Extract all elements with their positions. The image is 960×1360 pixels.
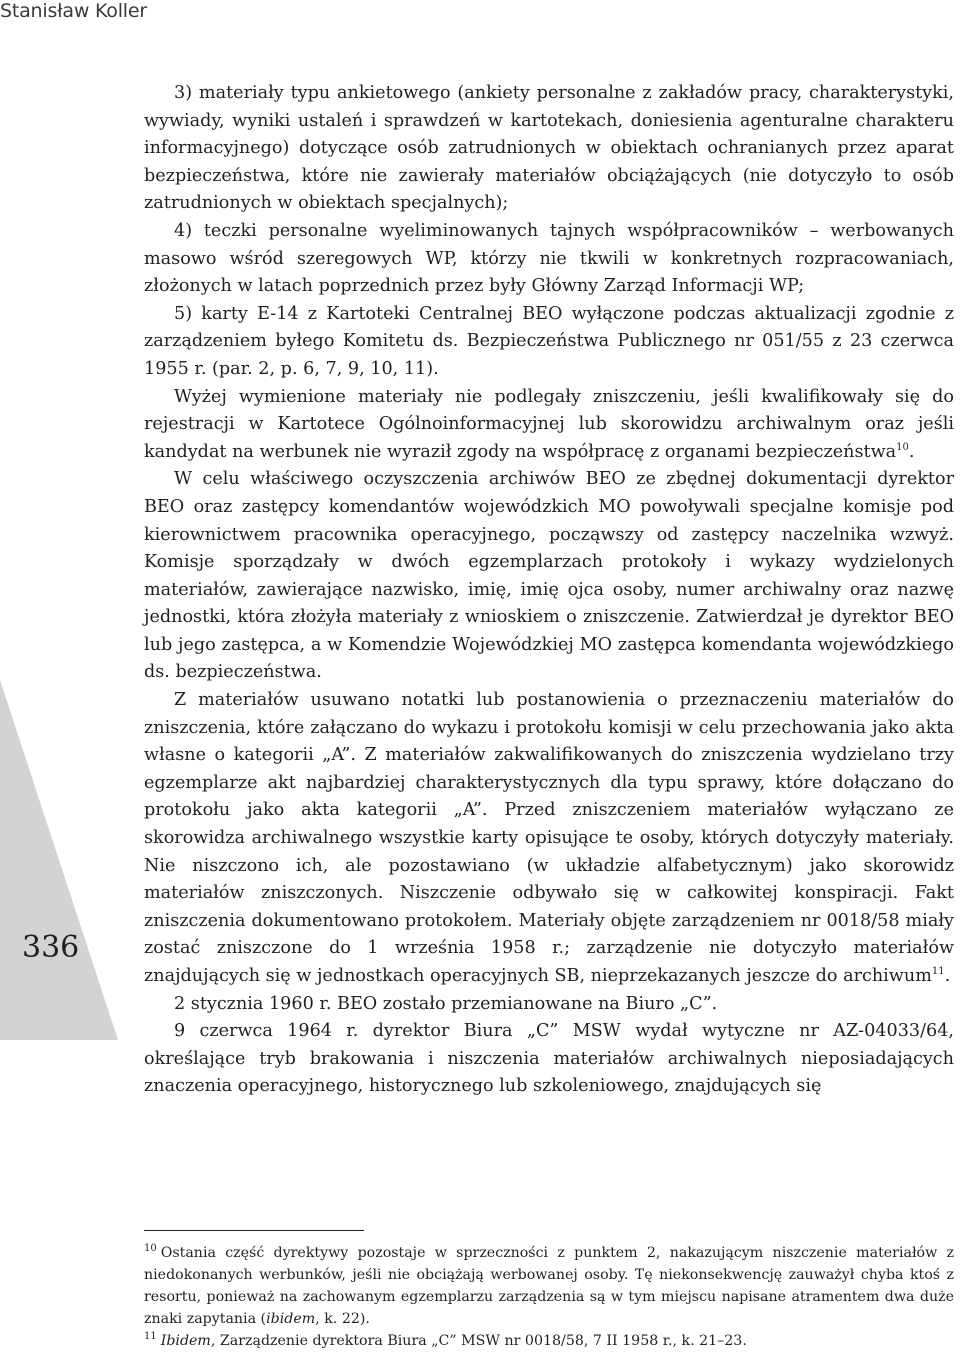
footnote-ref[interactable]: 11: [931, 966, 945, 978]
paragraph: 2 stycznia 1960 r. BEO zostało przemianowane na Biuro „C”.: [174, 993, 718, 1014]
footnote-tail: , k. 22).: [315, 1311, 370, 1327]
paragraph: 9 czerwca 1964 r. dyrektor Biura „C” MSW wydał wytyczne nr AZ-04033/64, określające tryb brakowania i niszczenia materiałów archiwalnych nieposiadających znaczenia operacyjnego, historycznego lub szkoleniowego, znajdujących się: [144, 1021, 954, 1097]
footnote: [144, 1242, 954, 1330]
paragraph-text: Z materiałów usuwano notatki lub postanowienia o przeznaczeniu materiałów do zniszczenia, które załączano do wykazu i protokołu komisji w celu przechowania jako akta własne o kategorii „A”. Z materiałów zakwalifikowanych do zniszczenia wydzielano trzy egzemplarze akt najbardziej charakterystycznych dla typu sprawy, które dołączano do protokołu jako akta kategorii „A”. Przed zniszczeniem materiałów wyłączano ze skorowidza archiwalnego wszystkie karty opisujące te osoby, których dotyczyły materiały. Nie niszczono ich, ale pozostawiano (w układzie alfabetycznym) jako skorowidz materiałów zniszczonych. Niszczenie odbywało się w całkowitej konspiracji. Fakt zniszczenia dokumentowano protokołem. Materiały objęte zarządzeniem nr 0018/58 miały zostać zniszczone do 1 września 1958 r.; zarządzenie nie dotyczyło materiałów znajdujących się w jednostkach operacyjnych SB, nieprzekazanych jeszcze do archiwum: [144, 690, 954, 986]
footnote-text: Ostania część dyrektywy pozostaje w sprzeczności z punktem 2, nakazującym niszczenie materiałów z niedokonanych werbunków, jeśli nie obciążają werbowanej osoby. Tę niekonsekwencję zauważył chyba ktoś z resortu, ponieważ na zachowanym egzemplarzu zarządzenia są w tym miejscu napisane atramentem dwa duże znaki zapytania (: [144, 1245, 954, 1327]
page-number-tab: [0, 680, 118, 1040]
paragraph: W celu właściwego oczyszczenia archiwów BEO ze zbędnej dokumentacji dyrektor BEO oraz zastępcy komendantów wojewódzkich MO powoływali specjalne komisje pod kierownictwem pracownika operacyjnego, począwszy od zastępcy naczelnika wzwyż. Komisje sporządzały w dwóch egzemplarzach protokoły i wykazy wydzielonych materiałów, zawierające nazwisko, imię, imię ojca osoby, numer archiwalny oraz nazwę jednostki, która złożyła materiały z wnioskiem o zniszczenie. Zatwierdzał je dyrektor BEO lub jego zastępca, a w Komendzie Wojewódzkiej MO zastępca komendanta wojewódzkiego ds. bezpieczeństwa.: [144, 469, 954, 683]
footnote-italic: Ibidem: [160, 1333, 211, 1349]
list-item-5: 5) karty E-14 z Kartoteki Centralnej BEO wyłączone podczas aktualizacji zgodnie z zarządzeniem byłego Komitetu ds. Bezpieczeństwa Publicznego nr 051/55 z 23 czerwca 1955 r. (par. 2, p. 6, 7, 9, 10, 11).: [144, 303, 954, 379]
paragraph: Wyżej wymienione materiały nie podlegały zniszczeniu, jeśli kwalifikowały się do rejestracji w Kartotece Ogólnoinformacyjnej lub skorowidzu archiwalnym oraz jeśli kandydat na werbunek nie wyraził zgody na współpracę z organami bezpieczeństwa$^{10}$.: [144, 386, 954, 462]
footnotes: [144, 1242, 954, 1352]
list-item-4: 4) teczki personalne wyeliminowanych tajnych współpracowników – werbowanych masowo wśród szeregowych WP, którzy nie tkwili w konkretnych rozpracowaniach, złożonych w latach poprzednich przez były Główny Zarząd Informacji WP;: [144, 220, 954, 297]
list-item-3: 3) materiały typu ankietowego (ankiety personalne z zakładów pracy, charakterystyki, wywiady, wyniki ustaleń i sprawdzeń w kartotekach, doniesienia agenturalne charakteru informacyjnego) dotyczące osób zatrudnionych w obiektach ochranianych przez aparat bezpieczeństwa, które nie zawierały materiałów obciążających (nie dotyczyło to osób zatrudnionych w obiektach specjalnych);: [144, 83, 954, 214]
main-text: [144, 80, 954, 1101]
paragraph: Z materiałów usuwano notatki lub postanowienia o przeznaczeniu materiałów do zniszczenia, które załączano do wykazu i protokołu komisji w celu przechowania jako akta własne o kategorii „A”. Z materiałów zakwalifikowanych do zniszczenia wydzielano trzy egzemplarze akt najbardziej charakterystycznych dla typu sprawy, które dołączano do protokołu jako akta kategorii „A”. Przed zniszczeniem materiałów wyłączano ze skorowidza archiwalnego wszystkie karty opisujące te osoby, których dotyczyły materiały. Nie niszczono ich, ale pozostawiano (w układzie alfabetycznym) jako skorowidz materiałów zniszczonych. Niszczenie odbywało się w całkowitej konspiracji. Fakt zniszczenia dokumentowano protokołem. Materiały objęte zarządzeniem nr 0018/58 miały zostać zniszczone do 1 września 1958 r.; zarządzenie nie dotyczyło materiałów znajdujących się w jednostkach operacyjnych SB, nieprzekazanych jeszcze do archiwum$^{11}$.: [144, 690, 954, 986]
footnote-divider: [144, 1230, 364, 1231]
footnote-ref[interactable]: 10: [896, 441, 909, 453]
paragraph-text: Wyżej wymienione materiały nie podlegały zniszczeniu, jeśli kwalifikowały się do rejestracji w Kartotece Ogólnoinformacyjnej lub skorowidzu archiwalnym oraz jeśli kandydat na werbunek nie wyraził zgody na współpracę z organami bezpieczeństwa: [144, 386, 954, 462]
running-header-author: Stanisław Koller: [0, 0, 147, 22]
footnote: [144, 1330, 954, 1352]
footnote-italic: ibidem: [266, 1311, 316, 1327]
footnote-text: , Zarządzenie dyrektora Biura „C” MSW nr 0018/58, 7 II 1958 r., k. 21–23.: [210, 1333, 747, 1349]
footnote-number: 10: [144, 1243, 157, 1255]
page-number: 336: [22, 930, 80, 965]
footnote-number: 11: [144, 1331, 157, 1343]
